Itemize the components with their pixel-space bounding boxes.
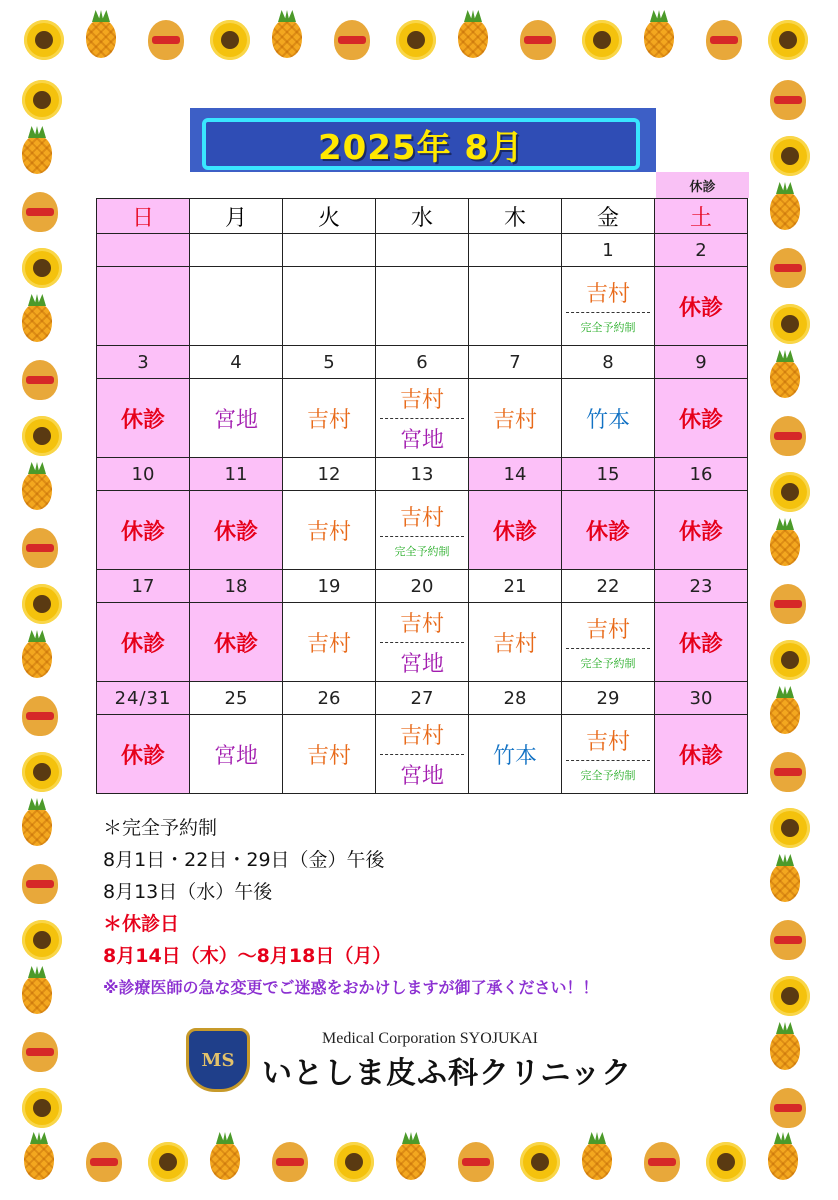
weekday-header-row [97, 199, 748, 234]
straw-hat-icon [86, 1142, 122, 1182]
schedule-cell [469, 715, 562, 794]
schedule-row [97, 715, 748, 794]
doctor-yoshimura: 吉村 [566, 613, 650, 649]
schedule-cell [655, 603, 748, 682]
schedule-cell [562, 267, 655, 346]
doctor-yoshimura: 吉村 [566, 277, 650, 313]
schedule-cell [562, 603, 655, 682]
sunflower-icon [770, 976, 810, 1016]
schedule-cell [283, 379, 376, 458]
closed-label: 休診 [678, 295, 723, 321]
schedule-cell [376, 715, 469, 794]
date-cell: 12 [283, 458, 376, 491]
schedule-cell [376, 379, 469, 458]
closed-label: 休診 [678, 743, 723, 769]
weekday-wed: 水 [376, 199, 469, 234]
date-cell [469, 234, 562, 267]
sunflower-icon [210, 20, 250, 60]
date-cell: 14 [469, 458, 562, 491]
sunflower-icon [520, 1142, 560, 1182]
calendar-table [96, 198, 748, 794]
date-cell: 10 [97, 458, 190, 491]
date-cell: 1 [562, 234, 655, 267]
reservation-note: 完全予約制 [580, 321, 636, 334]
closed-label: 休診 [120, 407, 165, 433]
schedule-row [97, 603, 748, 682]
closed-label: 休診 [492, 519, 537, 545]
closed-days-line: 8月14日（木）～8月18日（月） [103, 945, 392, 967]
doctor-yoshimura: 吉村 [306, 407, 351, 433]
schedule-cell [469, 491, 562, 570]
pineapple-icon [770, 864, 800, 902]
date-cell: 9 [655, 346, 748, 379]
page-title: 2025年 8月 [317, 127, 525, 168]
schedule-row [97, 491, 748, 570]
sunflower-icon [770, 472, 810, 512]
date-cell: 4 [190, 346, 283, 379]
doctor-yoshimura: 吉村 [380, 607, 464, 643]
weekday-sat: 土 [655, 199, 748, 234]
reservation-line: 8月13日（水）午後 [103, 881, 273, 903]
closed-label: 休診 [120, 631, 165, 657]
schedule-row [97, 379, 748, 458]
doctor-miyaji: 宮地 [399, 651, 444, 677]
saturday-closed-tag: 休診 [656, 172, 749, 198]
schedule-cell [562, 715, 655, 794]
reservation-line: 8月1日・22日・29日（金）午後 [103, 849, 385, 871]
straw-hat-icon [22, 360, 58, 400]
doctor-takemoto: 竹本 [585, 407, 630, 433]
sunflower-icon [148, 1142, 188, 1182]
reservation-note: 完全予約制 [580, 657, 636, 670]
straw-hat-icon [458, 1142, 494, 1182]
schedule-cell [97, 603, 190, 682]
closed-label: 休診 [585, 519, 630, 545]
pineapple-icon [22, 976, 52, 1014]
weekday-fri: 金 [562, 199, 655, 234]
schedule-cell [376, 267, 469, 346]
straw-hat-icon [22, 528, 58, 568]
straw-hat-icon [770, 584, 806, 624]
sunflower-icon [770, 304, 810, 344]
straw-hat-icon [770, 248, 806, 288]
date-cell: 25 [190, 682, 283, 715]
straw-hat-icon [644, 1142, 680, 1182]
schedule-cell [562, 379, 655, 458]
closed-label: 休診 [678, 407, 723, 433]
date-cell: 6 [376, 346, 469, 379]
pineapple-icon [582, 1142, 612, 1180]
reservation-heading: ＊完全予約制 [103, 817, 218, 839]
schedule-cell [655, 715, 748, 794]
pineapple-icon [86, 20, 116, 58]
closed-label: 休診 [213, 631, 258, 657]
closed-label: 休診 [120, 743, 165, 769]
pineapple-icon [396, 1142, 426, 1180]
reservation-note: 完全予約制 [580, 769, 636, 782]
straw-hat-icon [22, 864, 58, 904]
date-cell: 7 [469, 346, 562, 379]
doctor-yoshimura: 吉村 [566, 725, 650, 761]
doctor-yoshimura: 吉村 [380, 383, 464, 419]
notes-section [103, 812, 743, 1004]
weekday-sun: 日 [97, 199, 190, 234]
schedule-cell [97, 715, 190, 794]
pineapple-icon [770, 192, 800, 230]
schedule-cell [190, 379, 283, 458]
sunflower-icon [22, 80, 62, 120]
doctor-yoshimura: 吉村 [306, 631, 351, 657]
pineapple-icon [22, 808, 52, 846]
date-cell: 15 [562, 458, 655, 491]
pineapple-icon [22, 472, 52, 510]
date-cell: 17 [97, 570, 190, 603]
doctor-takemoto: 竹本 [492, 743, 537, 769]
title-banner [190, 108, 656, 172]
doctor-yoshimura: 吉村 [492, 631, 537, 657]
closed-label: 休診 [678, 631, 723, 657]
change-warning: ※診療医師の急な変更でご迷惑をおかけしますが御了承ください！！ [103, 978, 599, 997]
straw-hat-icon [770, 416, 806, 456]
schedule-cell [190, 267, 283, 346]
pineapple-icon [644, 20, 674, 58]
doctor-miyaji: 宮地 [213, 407, 258, 433]
closed-days-heading: ＊休診日 [103, 913, 180, 935]
schedule-cell [376, 603, 469, 682]
schedule-cell [97, 491, 190, 570]
straw-hat-icon [334, 20, 370, 60]
straw-hat-icon [770, 920, 806, 960]
sunflower-icon [22, 584, 62, 624]
date-cell: 3 [97, 346, 190, 379]
date-row [97, 346, 748, 379]
schedule-cell [469, 267, 562, 346]
date-cell: 18 [190, 570, 283, 603]
date-cell: 5 [283, 346, 376, 379]
straw-hat-icon [272, 1142, 308, 1182]
schedule-cell [562, 491, 655, 570]
date-cell: 16 [655, 458, 748, 491]
date-cell: 13 [376, 458, 469, 491]
straw-hat-icon [706, 20, 742, 60]
closed-label: 休診 [213, 519, 258, 545]
date-cell: 11 [190, 458, 283, 491]
closed-label: 休診 [678, 519, 723, 545]
schedule-cell [655, 491, 748, 570]
doctor-miyaji: 宮地 [399, 427, 444, 453]
date-cell: 28 [469, 682, 562, 715]
date-row [97, 458, 748, 491]
pineapple-icon [22, 136, 52, 174]
date-cell: 20 [376, 570, 469, 603]
date-cell: 27 [376, 682, 469, 715]
closed-label: 休診 [120, 519, 165, 545]
schedule-cell [283, 491, 376, 570]
corporation-name: Medical Corporation SYOJUKAI [322, 1030, 538, 1047]
straw-hat-icon [520, 20, 556, 60]
date-cell [376, 234, 469, 267]
date-cell: 8 [562, 346, 655, 379]
schedule-cell [469, 603, 562, 682]
weekday-tue: 火 [283, 199, 376, 234]
date-row [97, 682, 748, 715]
sunflower-icon [22, 248, 62, 288]
pineapple-icon [770, 696, 800, 734]
schedule-cell [655, 379, 748, 458]
pineapple-icon [770, 528, 800, 566]
date-row [97, 234, 748, 267]
schedule-cell [469, 379, 562, 458]
pineapple-icon [22, 640, 52, 678]
sunflower-icon [768, 20, 808, 60]
date-cell [97, 234, 190, 267]
pineapple-icon [768, 1142, 798, 1180]
schedule-cell [97, 379, 190, 458]
sunflower-icon [770, 640, 810, 680]
straw-hat-icon [770, 80, 806, 120]
pineapple-icon [210, 1142, 240, 1180]
date-cell: 22 [562, 570, 655, 603]
pineapple-icon [458, 20, 488, 58]
sunflower-icon [334, 1142, 374, 1182]
schedule-cell [376, 491, 469, 570]
date-cell: 2 [655, 234, 748, 267]
sunflower-icon [22, 1088, 62, 1128]
schedule-cell [283, 267, 376, 346]
straw-hat-icon [22, 696, 58, 736]
straw-hat-icon [770, 1088, 806, 1128]
date-cell [190, 234, 283, 267]
doctor-yoshimura: 吉村 [380, 501, 464, 537]
weekday-mon: 月 [190, 199, 283, 234]
pineapple-icon [272, 20, 302, 58]
date-cell: 26 [283, 682, 376, 715]
doctor-yoshimura: 吉村 [306, 519, 351, 545]
schedule-cell [283, 603, 376, 682]
sunflower-icon [706, 1142, 746, 1182]
pineapple-icon [22, 304, 52, 342]
clinic-name: いとしま皮ふ科クリニック [262, 1056, 633, 1091]
weekday-thu: 木 [469, 199, 562, 234]
straw-hat-icon [22, 1032, 58, 1072]
straw-hat-icon [148, 20, 184, 60]
schedule-row [97, 267, 748, 346]
doctor-yoshimura: 吉村 [492, 407, 537, 433]
doctor-yoshimura: 吉村 [380, 719, 464, 755]
date-cell: 21 [469, 570, 562, 603]
schedule-cell [190, 603, 283, 682]
schedule-cell [283, 715, 376, 794]
sunflower-icon [770, 808, 810, 848]
date-cell: 19 [283, 570, 376, 603]
doctor-miyaji: 宮地 [399, 763, 444, 789]
date-cell: 24/31 [97, 682, 190, 715]
clinic-emblem-icon: MS [186, 1028, 250, 1092]
pineapple-icon [770, 360, 800, 398]
date-cell: 30 [655, 682, 748, 715]
doctor-miyaji: 宮地 [213, 743, 258, 769]
schedule-cell [190, 491, 283, 570]
pineapple-icon [770, 1032, 800, 1070]
date-cell: 29 [562, 682, 655, 715]
date-row [97, 570, 748, 603]
date-cell [283, 234, 376, 267]
doctor-yoshimura: 吉村 [306, 743, 351, 769]
sunflower-icon [22, 752, 62, 792]
schedule-cell [97, 267, 190, 346]
date-cell: 23 [655, 570, 748, 603]
straw-hat-icon [770, 752, 806, 792]
reservation-note: 完全予約制 [394, 545, 450, 558]
sunflower-icon [770, 136, 810, 176]
sunflower-icon [24, 20, 64, 60]
straw-hat-icon [22, 192, 58, 232]
sunflower-icon [396, 20, 436, 60]
pineapple-icon [24, 1142, 54, 1180]
schedule-cell [655, 267, 748, 346]
sunflower-icon [22, 920, 62, 960]
schedule-cell [190, 715, 283, 794]
sunflower-icon [22, 416, 62, 456]
sunflower-icon [582, 20, 622, 60]
title-scroll [202, 118, 640, 170]
